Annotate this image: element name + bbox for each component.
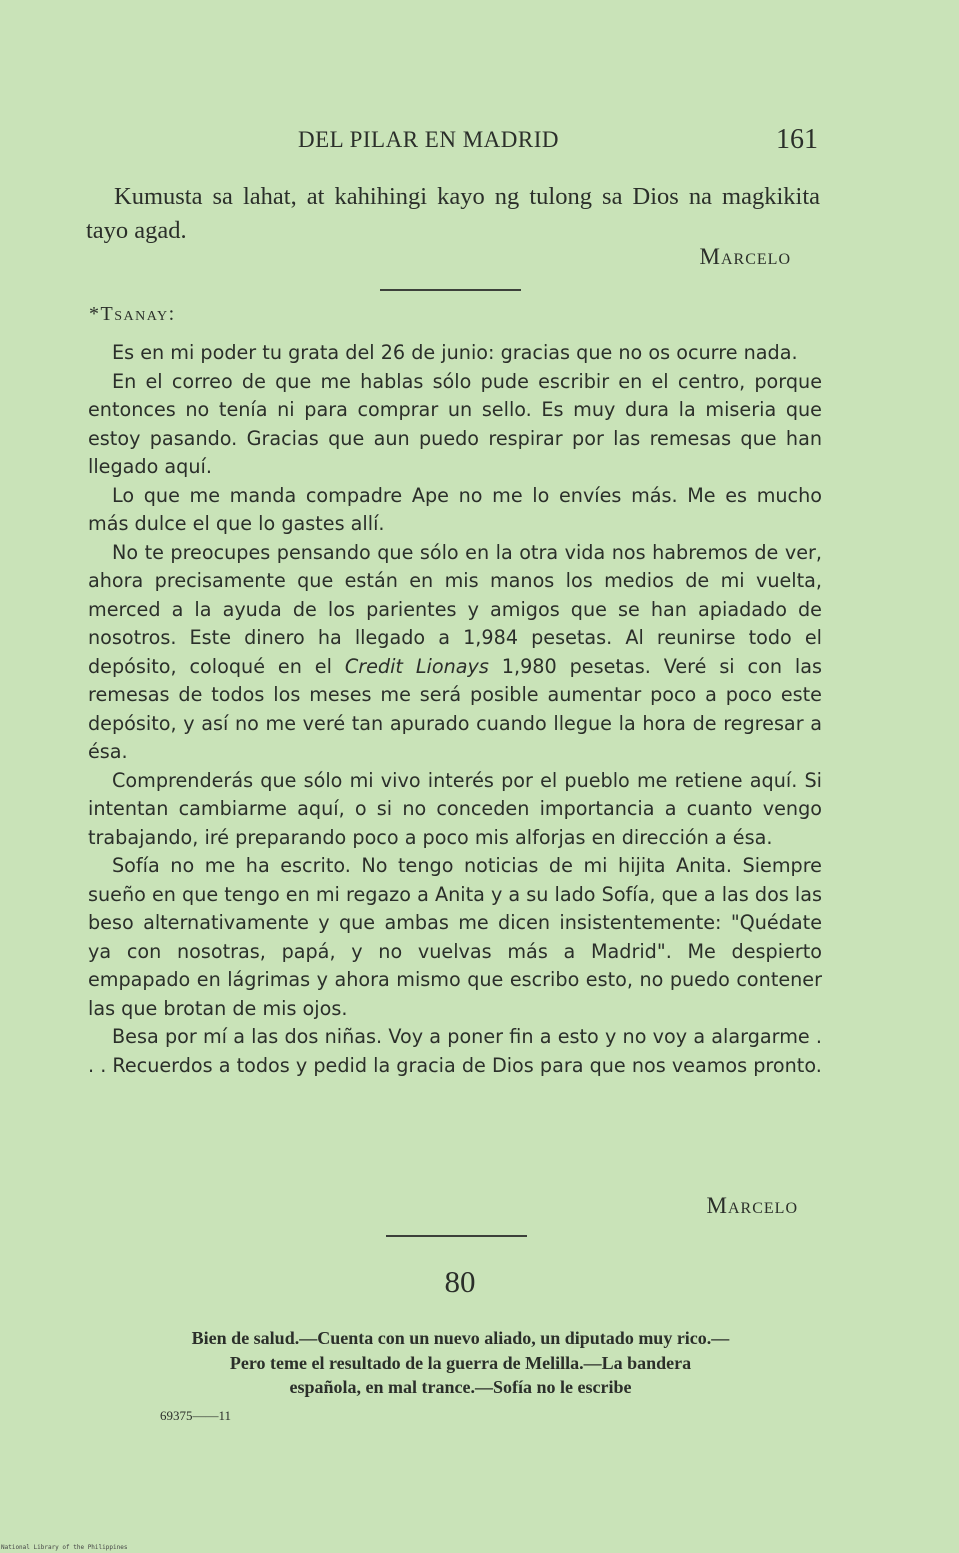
section-divider [386,1235,527,1237]
summary-line: Bien de salud.—Cuenta con un nuevo aliado, un diputado muy rico.— [191,1328,730,1348]
letter-paragraph [88,539,822,767]
letter-body [88,339,822,1080]
print-code: 69375——11 [160,1408,232,1423]
summary-line: Pero teme el resultado de la guerra de Melilla.—La bandera [229,1352,692,1373]
summary-line: española, en mal trance.—Sofía no le escribe [289,1377,632,1397]
letter-paragraph: Comprenderás que sólo mi vivo interés por el pueblo me retiene aquí. Si intentan cambiarme aquí, o si no conceden importancia a cuanto vengo trabajando, iré preparando poco a poco mis alforjas en dirección a ésa. [88,768,822,849]
letter-paragraph: Sofía no me ha escrito. No tengo noticias de mi hijita Anita. Siempre sueño en que tengo en mi regazo a Anita y a su lado Sofía, que a las dos las beso alternativamente y que ambas me dicen insistentemente: "Quédate ya con nosotras, papá, y no vuelvas más a Madrid". Me despierto empapado en lágrimas y ahora mismo que escribo esto, no puedo contener las que brotan de mis ojos. [88,854,822,1020]
previous-letter-closing [86,180,820,248]
page-number: 161 [776,124,818,155]
letter-paragraph: Besa por mí a las dos niñas. Voy a poner fin a esto y no voy a alargarme . . . Recuerdos a todos y pedid la gracia de Dios para que nos veamos pronto. [88,1025,822,1077]
signature-letter: Marcelo [706,1193,798,1218]
bank-name: Credit Lionays [344,654,489,678]
letter-paragraph: Es en mi poder tu grata del 26 de junio: gracias que no os ocurre nada. [112,341,798,364]
letter-number: 80 [444,1264,476,1299]
section-divider [380,289,521,291]
signature-previous-letter: Marcelo [699,244,791,269]
library-watermark: National Library of the Philippines [1,1544,128,1551]
letter-salutation: *Tsanay: [89,303,176,325]
running-head [88,124,818,164]
letter-paragraph: Lo que me manda compadre Ape no me lo envíes más. Me es mucho más dulce el que lo gastes allí. [88,483,822,535]
closing-text: Kumusta sa lahat, at kahihingi kayo ng tulong sa Dios na magkikita tayo agad. [86,183,820,244]
letter-summary [88,1326,833,1400]
letter-paragraph: En el correo de que me hablas sólo pude escribir en el centro, porque entonces no tenía ni para comprar un sello. Es muy dura la miseria que estoy pasando. Gracias que aun puedo respirar por las remesas que han llegado aquí. [88,369,822,478]
paragraph-text: No te preocupes pensando que sólo en la otra vida nos habremos de ver, ahora precisamente que están en mis manos los medios de mi vuelta, merced a la ayuda de los parientes y amigos que se han apiadado de nosotros. Este dinero ha llegado a 1,984 pesetas. Al reunirse todo el depósito, coloqué en el [88,540,822,678]
paragraph-text: 1,980 pesetas. Veré si con las remesas de todos los meses me será posible aumentar poco a poco este depósito, y así no me veré tan apurado cuando llegue la hora de regresar a ésa. [88,654,822,763]
running-title: DEL PILAR EN MADRID [298,127,559,152]
